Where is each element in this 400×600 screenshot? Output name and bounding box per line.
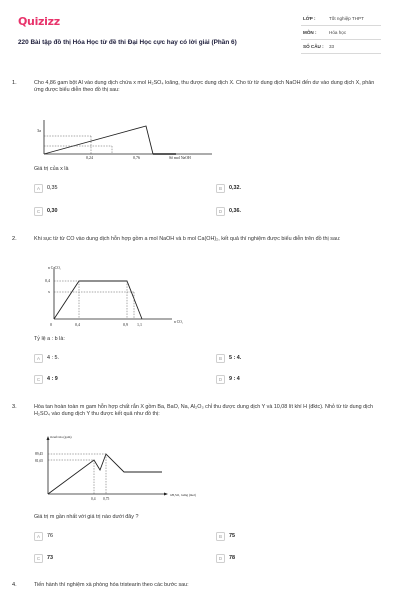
question-1-graph	[36, 118, 216, 160]
option-text: 5 : 4.	[229, 355, 242, 361]
meta-row-count	[301, 40, 381, 54]
y-tick-label: 0,4	[45, 278, 50, 283]
document-header	[12, 10, 388, 62]
option-letter: B	[216, 532, 225, 541]
option-letter: A	[34, 354, 43, 363]
meta-value: Tốt nghiệp THPT	[329, 16, 364, 21]
question-ask: Giá trị m gần nhất với giá trị nào dưới đây ?	[34, 514, 139, 520]
graph-line	[44, 126, 153, 154]
question-number: 4.	[12, 582, 17, 588]
x-tick-label: 0,9	[123, 322, 128, 327]
question-3-graph	[34, 432, 234, 504]
question-text: Hòa tan hoàn toàn m gam hỗn hợp chất rắn X gồm Ba, BaO, Na, Al₂O₃ chỉ thu được dung dịch Y và 10,08 lít khí H (đktc). Nhỏ từ từ dung dịch H₂SO₄ vào dung dịch Y thu được kết quả như đồ thị:	[34, 404, 374, 418]
question-text: Tiến hành thí nghiệm xà phòng hóa tristearin theo các bước sau:	[34, 582, 189, 588]
option-text: 0,36.	[229, 208, 241, 214]
option-text: 78	[229, 555, 235, 561]
option-letter: C	[34, 554, 43, 563]
meta-key: LỚP :	[303, 16, 316, 21]
y-tick-label: 3a	[37, 128, 41, 133]
y-tick-label: x	[48, 289, 50, 294]
meta-key: SỐ CÂU :	[303, 44, 324, 49]
question-text: Cho 4,86 gam bột Al vào dung dịch chứa x mol H₂SO₄ loãng, thu được dung dịch X. Cho từ từ dung dịch NaOH đến dư vào dung dịch X, phản ứng được biểu diễn theo đồ thị sau:	[34, 80, 375, 94]
option-text: 73	[47, 555, 53, 561]
x-axis-arrow	[164, 493, 168, 496]
option-letter: B	[216, 184, 225, 193]
option-letter: C	[34, 207, 43, 216]
option-letter: A	[34, 532, 43, 541]
meta-value: 33	[329, 44, 335, 49]
question-ask: Tỷ lệ a : b là:	[34, 336, 65, 342]
x-tick-label: 1,1	[137, 322, 142, 327]
quizizz-logo: Quizizz	[18, 15, 60, 28]
option-text: 0,30	[47, 208, 58, 214]
y-tick-label: 89,45	[35, 452, 44, 456]
option-text: 0,35	[47, 185, 58, 191]
meta-row-subject	[301, 26, 381, 40]
question-ask: Giá trị của x là	[34, 166, 69, 172]
option-letter: D	[216, 207, 225, 216]
question-number: 3.	[12, 404, 17, 410]
option-text: 9 : 4	[229, 376, 240, 382]
option-text: 4 : 9	[47, 376, 58, 382]
meta-table	[301, 12, 381, 54]
meta-key: MÔN :	[303, 30, 317, 35]
x-tick-label: 0,24	[86, 155, 93, 160]
question-text: Khi sục từ từ CO vào dung dịch hỗn hợp gồm a mol NaOH và b mol Ca(OH)₂, kết quả thí nghiệm được biểu diễn trên đồ thị sau:	[34, 236, 341, 242]
x-axis-label: Số mol NaOH	[169, 156, 191, 160]
option-letter: D	[216, 554, 225, 563]
x-tick-label: 0,76	[133, 155, 140, 160]
graph-line	[54, 281, 142, 319]
option-text: 76	[47, 533, 53, 539]
x-tick-label: 0,4	[91, 497, 96, 501]
option-letter: D	[216, 375, 225, 384]
x-axis-label: n CO₂	[174, 320, 183, 324]
x-tick-label: 0	[50, 322, 52, 327]
option-letter: A	[34, 184, 43, 193]
meta-row-class	[301, 12, 381, 26]
option-text: 75	[229, 533, 235, 539]
question-2-graph	[34, 261, 184, 333]
y-axis-label: n CaCO₃	[48, 266, 61, 270]
option-text: 4 : 5.	[47, 355, 59, 361]
question-number: 1.	[12, 80, 17, 86]
option-letter: B	[216, 354, 225, 363]
x-axis-label: nH₂SO₄ loãng (mol)	[170, 493, 196, 497]
option-letter: C	[34, 375, 43, 384]
document-title: 220 Bài tập đồ thị Hóa Học từ đề thi Đại Học cực hay có lời giải (Phần 6)	[18, 39, 237, 46]
x-tick-label: 0,4	[75, 322, 80, 327]
option-text: 0,32.	[229, 185, 241, 191]
y-tick-label: 81,65	[35, 459, 44, 463]
meta-value: Hóa học	[329, 30, 347, 35]
question-number: 2.	[12, 236, 17, 242]
x-tick-label: 0,75	[103, 497, 110, 501]
y-axis-label: m kết tủa (gam)	[50, 435, 72, 439]
